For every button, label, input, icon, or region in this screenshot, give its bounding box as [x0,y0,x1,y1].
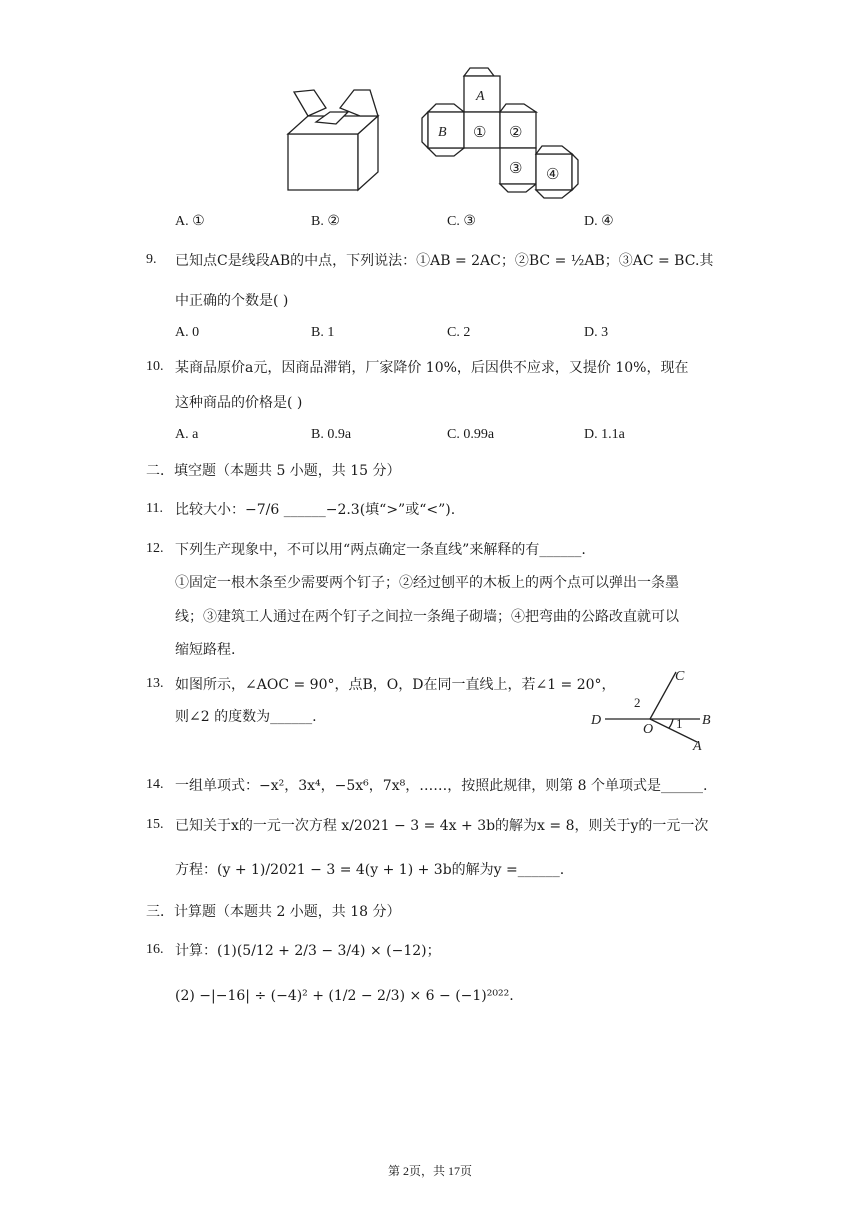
q8-option-c: C. ③ [447,214,476,229]
q8-option-d: D. ④ [584,214,614,229]
q8-option-a: A. ① [175,214,205,229]
q10-option-a: A. a [175,427,199,442]
q13-line1: 如图所示，∠AOC = 90°，点B，O，D在同一直线上，若∠1 = 20°， [175,677,616,693]
net-label-1: ① [473,125,487,141]
page-footer: 第 2页，共 17页 [387,1164,472,1178]
q10-line1: 某商品原价a元，因商品滞销，厂家降价 10%，后因供不应求，又提价 10%，现在 [175,360,689,376]
q12-line4: 缩短路程. [175,642,236,658]
net-label-2: ② [509,125,523,141]
q13-number: 13. [146,676,164,691]
q8-option-b: B. ② [311,214,340,229]
label-a: A [693,739,702,754]
q12-line3: 线；③建筑工人通过在两个钉子之间拉一条绳子砌墙；④把弯曲的公路改直就可以 [175,609,679,625]
q12-line2: ①固定一根木条至少需要两个钉子；②经过刨平的木板上的两个点可以弹出一条墨 [175,575,679,591]
q9-line1: 已知点C是线段AB的中点，下列说法：①AB = 2AC；②BC = ½AB；③AC = BC.其 [175,253,714,269]
label-c: C [675,669,685,684]
q16-line1: 计算：(1)(5/12 + 2/3 − 3/4) × (−12)； [175,943,441,959]
q10-line2: 这种商品的价格是( ) [175,395,303,411]
q10-option-b: B. 0.9a [311,427,352,442]
q11-line1: 比较大小：−7/6 ______−2.3(填“>”或“<”). [175,502,456,518]
q14-line1: 一组单项式：−x²，3x⁴，−5x⁶，7x⁸，……，按照此规律，则第 8 个单项式是______. [175,778,708,794]
q10-number: 10. [146,359,164,374]
q10-option-c: C. 0.99a [447,427,495,442]
net-label-3: ③ [509,161,523,177]
q9-line2: 中正确的个数是( ) [175,293,289,309]
q12-number: 12. [146,541,164,556]
q14-number: 14. [146,777,164,792]
q9-option-d: D. 3 [584,325,609,340]
q15-line2: 方程：(y + 1)/2021 − 3 = 4(y + 1) + 3b的解为y =______. [175,862,565,878]
q9-option-b: B. 1 [311,325,335,340]
section-3-heading: 三．计算题（本题共 2 小题，共 18 分） [146,904,401,920]
q9-option-a: A. 0 [175,325,200,340]
q15-line1: 已知关于x的一元一次方程 x/2021 − 3 = 4x + 3b的解为x = 8，则关于y的一元一次 [175,818,709,834]
label-b: B [702,713,711,728]
q9-option-c: C. 2 [447,325,471,340]
q16-line2: (2) −|−16| ÷ (−4)² + (1/2 − 2/3) × 6 − (−1)²⁰²². [175,988,514,1004]
net-label-4: ④ [546,167,560,183]
label-angle-1: 1 [676,716,683,731]
q8-figure [280,60,580,205]
q11-number: 11. [146,501,163,516]
net-label-b: B [438,125,447,140]
q15-number: 15. [146,817,164,832]
label-o: O [643,722,654,737]
q12-line1: 下列生产现象中，不可以用“两点确定一条直线”来解释的有______. [175,542,586,558]
net-label-a: A [476,89,485,104]
q16-number: 16. [146,942,164,957]
label-d: D [591,713,602,728]
q13-line2: 则∠2 的度数为______. [175,709,317,725]
open-box-drawing [288,90,378,190]
label-angle-2: 2 [634,695,641,710]
q10-option-d: D. 1.1a [584,427,625,442]
q13-angle-figure [585,662,725,757]
section-2-heading: 二．填空题（本题共 5 小题，共 15 分） [146,463,401,479]
q9-number: 9. [146,252,157,267]
